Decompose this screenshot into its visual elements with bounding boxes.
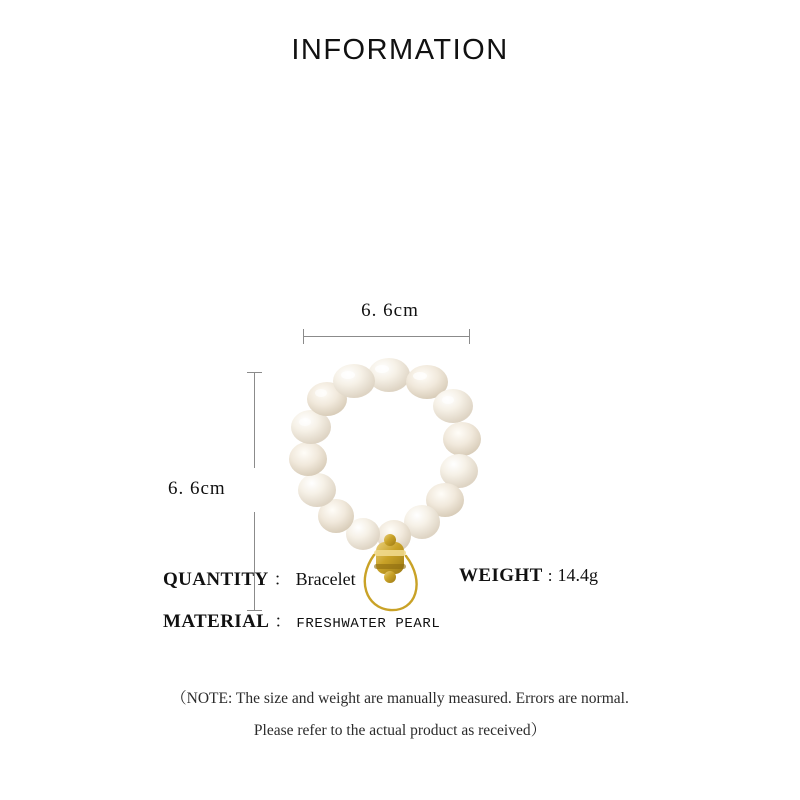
material-label: MATERIAL xyxy=(163,611,270,632)
material-separator: ： xyxy=(274,612,292,631)
spec-row-material xyxy=(0,607,800,649)
note-line-2: Please refer to the actual product as received） xyxy=(253,722,547,739)
note-line-1: （NOTE: The size and weight are manually measured. Errors are normal. xyxy=(171,690,629,707)
pearl-strand xyxy=(289,358,481,552)
width-dimension-line xyxy=(303,336,470,337)
quantity-separator: ： xyxy=(273,570,291,589)
disclaimer-note xyxy=(0,683,800,747)
spec-quantity xyxy=(163,565,356,591)
width-dimension-label: 6. 6cm xyxy=(361,300,419,321)
weight-value: 14.4g xyxy=(557,565,598,585)
quantity-label: QUANTITY xyxy=(163,569,269,590)
specs-block xyxy=(0,565,800,649)
page-title: INFORMATION xyxy=(291,34,509,66)
height-dimension-cap-top xyxy=(247,372,262,373)
spec-material xyxy=(163,607,440,633)
height-dimension-line-top xyxy=(254,372,255,468)
weight-label: WEIGHT xyxy=(459,565,543,586)
product-illustration xyxy=(0,140,800,530)
spec-weight xyxy=(459,565,598,587)
material-value: FRESHWATER PEARL xyxy=(296,616,441,632)
height-dimension-label: 6. 6cm xyxy=(168,478,226,499)
spec-row-quantity-weight xyxy=(0,565,800,607)
quantity-value: Bracelet xyxy=(295,569,356,589)
weight-separator: : xyxy=(547,566,553,585)
